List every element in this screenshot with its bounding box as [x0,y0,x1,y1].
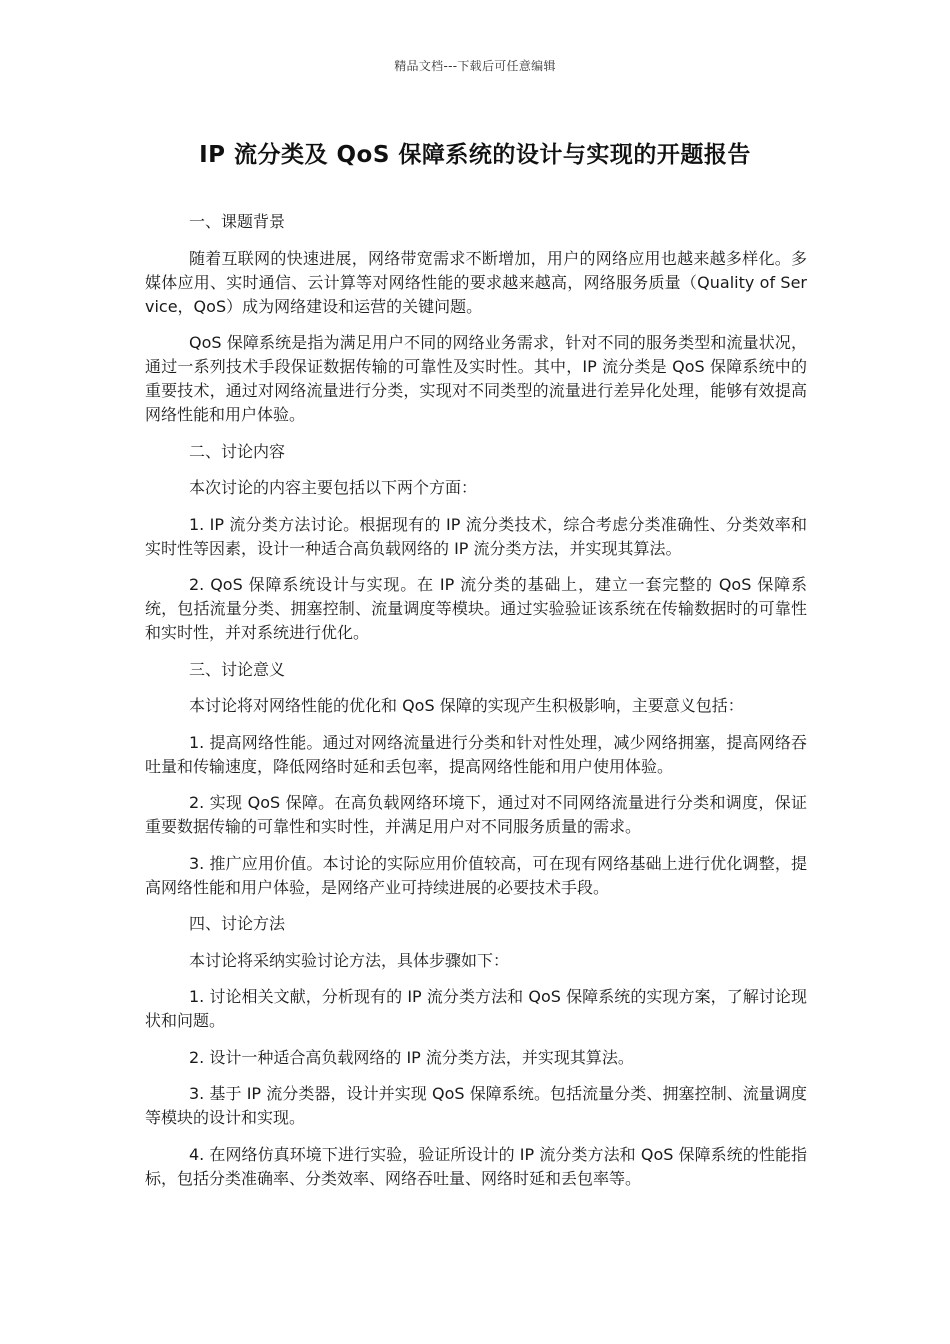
list-item: 2. 设计一种适合高负载网络的 IP 流分类方法，并实现其算法。 [189,1047,634,1067]
document-title: IP 流分类及 QoS 保障系统的设计与实现的开题报告 [199,142,751,168]
list-item: 1. 提高网络性能。通过对网络流量进行分类和针对性处理，减少网络拥塞，提高网络吞吐量和传输速度，降低网络时延和丢包率，提高网络性能和用户使用体验。 [145,732,807,776]
page-header-note: 精品文档---下载后可任意编辑 [394,59,556,73]
section-heading-content: 二、讨论内容 [189,441,286,461]
list-item: 1. IP 流分类方法讨论。根据现有的 IP 流分类技术，综合考虑分类准确性、分类效率和实时性等因素，设计一种适合高负载网络的 IP 流分类方法，并实现其算法。 [145,514,807,558]
paragraph: 本次讨论的内容主要包括以下两个方面： [189,478,478,497]
paragraph: 本讨论将采纳实验讨论方法，具体步骤如下： [189,950,510,970]
list-item: 2. 实现 QoS 保障。在高负载网络环境下，通过对不同网络流量进行分类和调度，保证重要数据传输的可靠性和实时性，并满足用户对不同服务质量的需求。 [145,793,807,836]
paragraph: QoS 保障系统是指为满足用户不同的网络业务需求，针对不同的服务类型和流量状况，通过一系列技术手段保证数据传输的可靠性及实时性。其中，IP 流分类是 QoS 保障系统中的重要技术，通过对网络流量进行分类，实现对不同类型的流量进行差异化处理，能够有效提高网络性能和用户体验。 [145,333,807,424]
list-item: 4. 在网络仿真环境下进行实验，验证所设计的 IP 流分类方法和 QoS 保障系统的性能指标，包括分类准确率、分类效率、网络吞吐量、网络时延和丢包率等。 [145,1144,807,1188]
section-heading-background: 一、课题背景 [189,212,286,231]
list-item: 3. 基于 IP 流分类器，设计并实现 QoS 保障系统。包括流量分类、拥塞控制、流量调度等模块的设计和实现。 [145,1084,807,1127]
section-heading-method: 四、讨论方法 [189,914,286,933]
section-heading-significance: 三、讨论意义 [189,659,286,679]
paragraph: 随着互联网的快速进展，网络带宽需求不断增加，用户的网络应用也越来越多样化。多媒体应用、实时通信、云计算等对网络性能的要求越来越高，网络服务质量（Quality of Service，QoS）成为网络建设和运营的关键问题。 [145,248,807,316]
paragraph: 本讨论将对网络性能的优化和 QoS 保障的实现产生积极影响，主要意义包括： [189,696,744,715]
document-body [145,210,807,1203]
list-item: 2. QoS 保障系统设计与实现。在 IP 流分类的基础上，建立一套完整的 QoS 保障系统，包括流量分类、拥塞控制、流量调度等模块。通过实验验证该系统在传输数据时的可靠性和实时性，并对系统进行优化。 [145,575,807,642]
list-item: 1. 讨论相关文献，分析现有的 IP 流分类方法和 QoS 保障系统的实现方案，了解讨论现状和问题。 [145,987,807,1030]
list-item: 3. 推广应用价值。本讨论的实际应用价值较高，可在现有网络基础上进行优化调整，提高网络性能和用户体验，是网络产业可持续进展的必要技术手段。 [145,853,807,897]
